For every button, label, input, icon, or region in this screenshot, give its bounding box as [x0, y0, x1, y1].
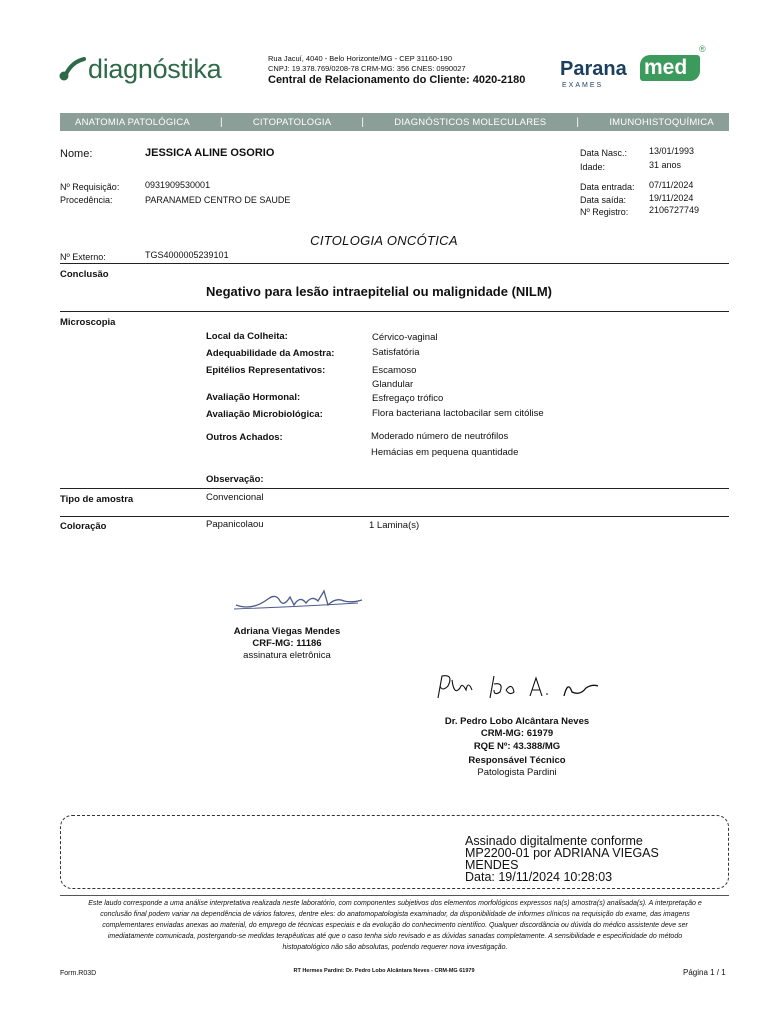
- specialty-separator: |: [219, 116, 223, 128]
- handwritten-signature-1: [232, 583, 366, 617]
- registered-mark: ®: [699, 44, 706, 54]
- specialty-band: [60, 113, 729, 131]
- stain-label: Coloração: [60, 521, 107, 532]
- disclaimer-text: Este laudo corresponde a uma análise interpretativa realizada neste laboratório, com componentes subjetivos dos elementos morfológicos expressos na(s) amostra(s) analisada(s). A interpretação e conclusão final podem variar na dependência de vários fatores, dentre eles: do anatomopatologista examinador, da disponibilidade de informes clínicos na requisição do exame, das imagens complementares enviadas anexas ao material, do emprego de técnicas especiais e da evolução do conhecimento científico. Qualquer discordância ou dúvida do médico assistente deve ser imediatamente comunicada, postergando-se medidas terapêuticas até que o caso tenha sido revisado e as dúvidas sanadas completamente. A sensibilidade e especificidade do método histopatológico não são absolutas, podendo requerer nova investigação.: [88, 900, 702, 951]
- handwritten-signature-2: [432, 670, 602, 704]
- origin-label: Procedência:: [60, 195, 113, 205]
- site-value: Cérvico-vaginal: [372, 332, 438, 343]
- specialty-citopatologia: CITOPATOLOGIA: [252, 116, 332, 128]
- diagnostika-logo: [58, 50, 248, 90]
- requisition-label: Nº Requisição:: [60, 182, 120, 192]
- external-label: Nº Externo:: [60, 252, 106, 262]
- patient-name: JESSICA ALINE OSORIO: [145, 147, 275, 159]
- sample-type-value: Convencional: [206, 492, 264, 503]
- hormonal-value: Esfregaço trófico: [372, 393, 444, 404]
- paranamed-subtitle: EXAMES: [562, 82, 604, 89]
- signer2-rqe: RQE Nº: 43.388/MG: [473, 741, 561, 752]
- registry-label: Nº Registro:: [580, 207, 629, 217]
- signer1-registration: CRF-MG: 11186: [252, 638, 322, 649]
- epithelium-value-2: Glandular: [372, 379, 414, 390]
- header-address: Rua Jacuí, 4040 - Belo Horizonte/MG - CEP 31160-190: [268, 54, 452, 63]
- birth-label: Data Nasc.:: [580, 148, 628, 158]
- diagnostika-mark-icon: [58, 56, 88, 82]
- signer2-org: Patologista Pardini: [477, 767, 557, 778]
- conclusion-text: Negativo para lesão intraepitelial ou malignidade (NILM): [206, 284, 553, 299]
- slides-value: 1 Lamina(s): [369, 520, 420, 531]
- adequacy-value: Satisfatória: [372, 347, 420, 358]
- signer1-name: Adriana Viegas Mendes: [233, 626, 341, 637]
- technical-responsible: RT Hermes Pardini: Dr. Pedro Lobo Alcântara Neves - CRM-MG 61979: [293, 968, 475, 974]
- stain-value: Papanicolaou: [206, 519, 264, 530]
- paranamed-wordmark-a: Parana: [560, 58, 627, 80]
- report-title: CITOLOGIA ONCÓTICA: [310, 233, 458, 248]
- divider: [60, 516, 729, 517]
- observation-label: Observação:: [206, 474, 264, 485]
- digital-line-2: MP2200-01 por ADRIANA VIEGAS: [465, 846, 659, 860]
- signer1-note: assinatura eletrônica: [243, 650, 331, 661]
- other-findings-value-2: Hemácias em pequena quantidade: [371, 447, 519, 458]
- signer2-registration: CRM-MG: 61979: [480, 728, 554, 739]
- diagnostika-wordmark: diagnóstika: [88, 54, 222, 84]
- digital-line-3: MENDES: [465, 858, 519, 872]
- entry-value: 07/11/2024: [649, 180, 694, 190]
- adequacy-label: Adequabilidade da Amostra:: [206, 348, 335, 359]
- exit-label: Data saída:: [580, 195, 627, 205]
- hormonal-label: Avaliação Hormonal:: [206, 392, 301, 403]
- name-label: Nome:: [60, 148, 93, 160]
- paranamed-wordmark-b: med: [644, 56, 688, 79]
- registry-value: 2106727749: [649, 205, 700, 215]
- exit-value: 19/11/2024: [649, 193, 694, 203]
- conclusion-label: Conclusão: [60, 269, 109, 280]
- specialty-separator: |: [576, 116, 580, 128]
- epithelium-value-1: Escamoso: [372, 365, 417, 376]
- signer2-name: Dr. Pedro Lobo Alcântara Neves: [444, 716, 590, 727]
- digital-line-4: Data: 19/11/2024 10:28:03: [465, 870, 613, 884]
- specialty-separator: |: [361, 116, 365, 128]
- specialty-diagnosticos: DIAGNÓSTICOS MOLECULARES: [394, 116, 547, 128]
- divider: [60, 263, 729, 264]
- divider: [60, 895, 729, 896]
- microbio-label: Avaliação Microbiológica:: [206, 409, 323, 420]
- digital-line-1: Assinado digitalmente conforme: [465, 834, 643, 848]
- other-findings-value-1: Moderado número de neutrófilos: [371, 431, 509, 442]
- external-value: TGS4000005239101: [145, 250, 229, 260]
- signer2-role: Responsável Técnico: [468, 755, 566, 766]
- birth-value: 13/01/1993: [649, 146, 695, 156]
- paranamed-logo: [556, 44, 714, 92]
- microbio-value: Flora bacteriana lactobacilar sem citólise: [372, 408, 544, 419]
- microscopy-label: Microscopia: [60, 317, 116, 328]
- epithelium-label: Epitélios Representativos:: [206, 365, 326, 376]
- divider: [60, 311, 729, 312]
- header-central: Central de Relacionamento do Cliente: 4020-2180: [268, 74, 526, 86]
- digital-signature-text: [465, 835, 695, 883]
- entry-label: Data entrada:: [580, 182, 635, 192]
- site-label: Local da Colheita:: [206, 331, 288, 342]
- specialty-imuno: IMUNOHISTOQUÍMICA: [609, 116, 714, 128]
- other-findings-label: Outros Achados:: [206, 432, 283, 443]
- page-number: Página 1 / 1: [683, 968, 726, 977]
- form-code: Form.R03D: [60, 970, 97, 977]
- specialty-anatomia: ANATOMIA PATOLÓGICA: [75, 116, 190, 128]
- divider: [60, 488, 729, 489]
- sample-type-label: Tipo de amostra: [60, 494, 134, 505]
- origin-value: PARANAMED CENTRO DE SAUDE: [145, 195, 291, 205]
- requisition-value: 0931909530001: [145, 180, 211, 190]
- age-label: Idade:: [580, 162, 606, 172]
- age-value: 31 anos: [649, 160, 682, 170]
- header-registration: CNPJ: 19.378.769/0208-78 CRM-MG: 356 CNES: 0990027: [268, 64, 466, 73]
